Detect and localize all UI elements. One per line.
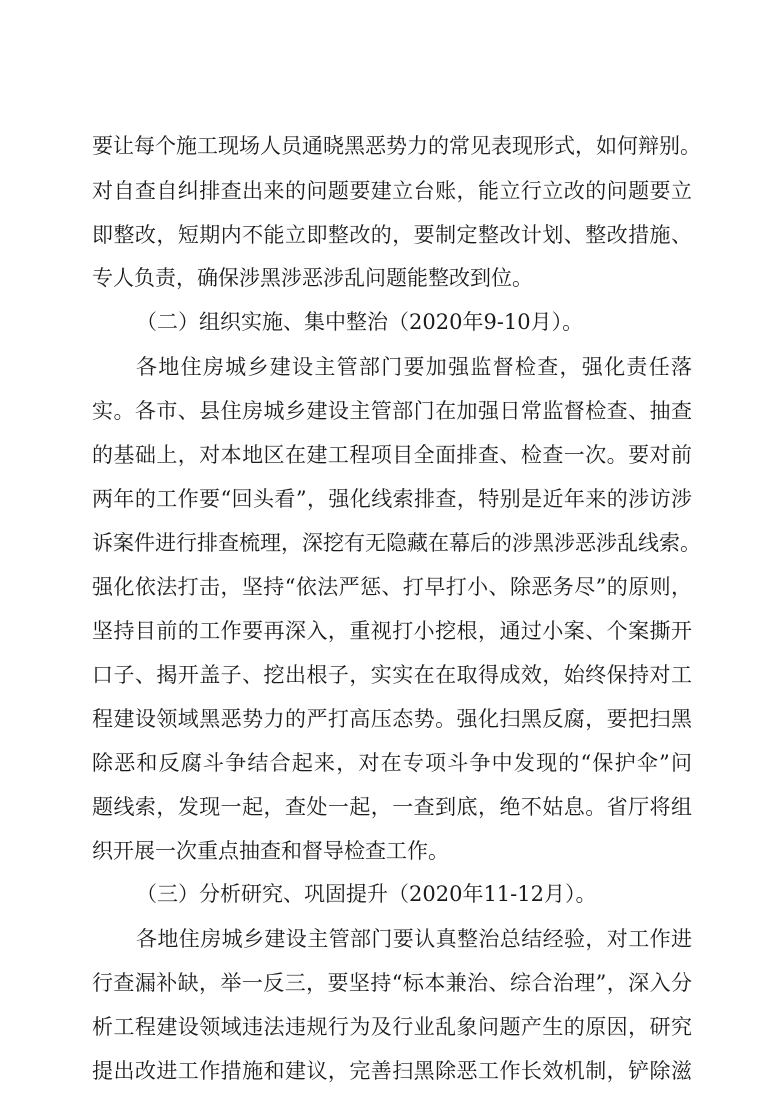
text-line: 提出改进工作措施和建议，完善扫黑除恶工作长效机制，铲除滋 xyxy=(92,1059,692,1083)
text-line: 实。各市、县住房城乡建设主管部门在加强日常监督检查、抽查 xyxy=(92,399,692,423)
section-heading: （二）组织实施、集中整治（2020年9-10月）。 xyxy=(136,310,584,334)
text-line: 程建设领域黑恶势力的严打高压态势。强化扫黑反腐，要把扫黑 xyxy=(92,707,692,731)
paragraph-first-line: 各地住房城乡建设主管部门要认真整治总结经验，对工作进 xyxy=(136,927,692,951)
text-line: 行查漏补缺，举一反三，要坚持“标本兼治、综合治理”，深入分 xyxy=(92,971,692,995)
text-line: 专人负责，确保涉黑涉恶涉乱问题能整改到位。 xyxy=(92,266,533,290)
text-line: 织开展一次重点抽查和督导检查工作。 xyxy=(92,839,449,863)
text-line: 要让每个施工现场人员通晓黑恶势力的常见表现形式，如何辩别。 xyxy=(92,134,701,158)
text-line: 坚持目前的工作要再深入，重视打小挖根，通过小案、个案撕开 xyxy=(92,619,692,643)
text-line: 即整改，短期内不能立即整改的，要制定整改计划、整改措施、 xyxy=(92,223,692,247)
text-line: 析工程建设领域违法违规行为及行业乱象问题产生的原因，研究 xyxy=(92,1015,692,1039)
text-line: 诉案件进行排查梳理，深挖有无隐藏在幕后的涉黑涉恶涉乱线索。 xyxy=(92,531,701,555)
text-line: 题线索，发现一起，查处一起，一查到底，绝不姑息。省厅将组 xyxy=(92,795,692,819)
text-line: 口子、揭开盖子、挖出根子，实实在在取得成效，始终保持对工 xyxy=(92,663,692,687)
text-line: 对自查自纠排查出来的问题要建立台账，能立行立改的问题要立 xyxy=(92,179,692,203)
text-line: 除恶和反腐斗争结合起来，对在专项斗争中发现的“保护伞”问 xyxy=(92,751,692,775)
paragraph-first-line: 各地住房城乡建设主管部门要加强监督检查，强化责任落 xyxy=(136,355,692,379)
text-line: 强化依法打击，坚持“依法严惩、打早打小、除恶务尽”的原则， xyxy=(92,575,692,599)
section-heading: （三）分析研究、巩固提升（2020年11-12月）。 xyxy=(136,882,597,906)
text-line: 两年的工作要“回头看”，强化线索排查，特别是近年来的涉访涉 xyxy=(92,487,692,511)
text-line: 的基础上，对本地区在建工程项目全面排查、检查一次。要对前 xyxy=(92,443,692,467)
